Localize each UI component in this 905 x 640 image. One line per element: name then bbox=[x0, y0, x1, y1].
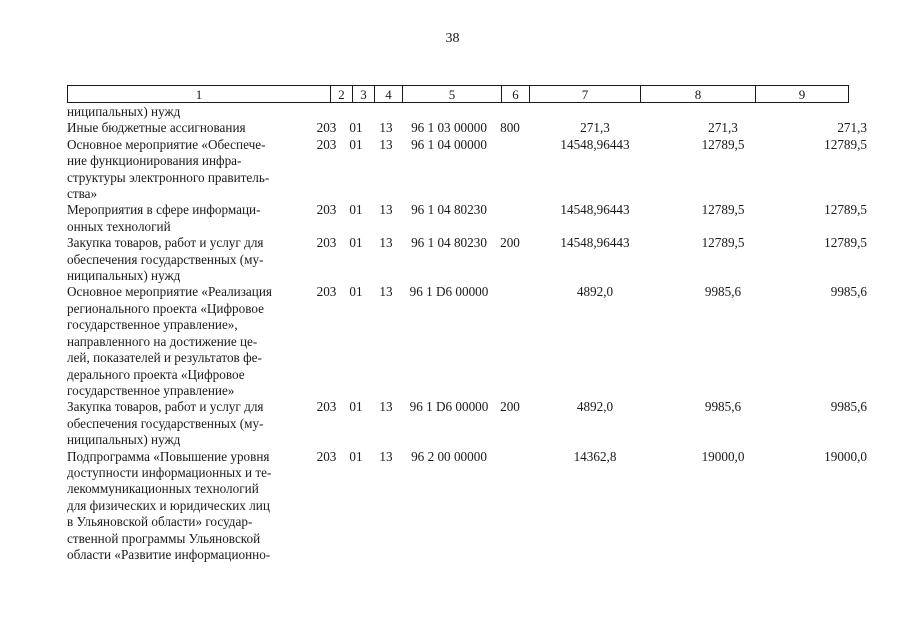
row-name-cell bbox=[67, 449, 310, 564]
row-name-line: Подпрограмма «Повышение уровня bbox=[67, 448, 270, 464]
row-name-line: государственное управление» bbox=[67, 382, 235, 398]
row-name-line: направленного на достижение це- bbox=[67, 333, 258, 349]
header-col-6: 6 bbox=[502, 86, 530, 103]
row-code-2: 203 bbox=[316, 136, 337, 152]
header-col-1: 1 bbox=[68, 86, 331, 103]
row-code-2: 203 bbox=[316, 202, 337, 218]
row-name-line: доступности информационных и те- bbox=[67, 464, 272, 480]
row-name-line: ниципальных) нужд bbox=[67, 268, 181, 284]
row-name-cell bbox=[67, 120, 310, 136]
table-row bbox=[67, 399, 867, 448]
row-name-line: Основное мероприятие «Реализация bbox=[67, 284, 272, 300]
row-name-line: Закупка товаров, работ и услуг для bbox=[67, 235, 264, 251]
row-name-cell bbox=[67, 284, 310, 399]
row-code-6: 200 bbox=[500, 235, 520, 251]
row-value-7: 14548,96443 bbox=[560, 235, 630, 251]
row-value-9: 19000,0 bbox=[824, 448, 867, 464]
row-name-cell bbox=[67, 235, 310, 284]
header-col-2: 2 bbox=[331, 86, 353, 103]
row-code-3: 01 bbox=[349, 235, 363, 251]
row-value-8: 19000,0 bbox=[701, 448, 745, 464]
row-value-7: 4892,0 bbox=[576, 399, 614, 415]
row-code-5: 96 1 03 00000 bbox=[411, 120, 487, 136]
row-value-9: 12789,5 bbox=[824, 235, 867, 251]
row-name-cell bbox=[67, 137, 310, 203]
table-row bbox=[67, 235, 867, 284]
row-name-line: ние функционирования инфра- bbox=[67, 153, 242, 169]
row-name-line: ства» bbox=[67, 186, 98, 202]
row-name-line: структуры электронного правитель- bbox=[67, 169, 270, 185]
header-col-8: 8 bbox=[641, 86, 756, 103]
row-value-8: 271,3 bbox=[708, 120, 738, 136]
row-code-2: 203 bbox=[316, 120, 337, 136]
row-code-5: 96 1 04 80230 bbox=[411, 235, 487, 251]
row-code-4: 13 bbox=[379, 235, 393, 251]
page-number: 38 bbox=[445, 31, 460, 46]
row-code-5: 96 1 D6 00000 bbox=[409, 284, 489, 300]
row-name-line: обеспечения государственных (му- bbox=[67, 415, 264, 431]
header-col-5: 5 bbox=[403, 86, 502, 103]
row-code-3: 01 bbox=[349, 120, 363, 136]
row-name-line: в Ульяновской области» государ- bbox=[67, 514, 253, 530]
row-name-line: Основное мероприятие «Обеспече- bbox=[67, 136, 266, 152]
row-name-cell bbox=[67, 104, 310, 120]
row-code-3: 01 bbox=[349, 202, 363, 218]
table-row bbox=[67, 202, 867, 235]
row-name-line: ниципальных) нужд bbox=[67, 432, 181, 448]
row-code-5: 96 1 04 80230 bbox=[411, 202, 487, 218]
row-value-9: 9985,6 bbox=[830, 284, 867, 300]
row-code-5: 96 1 D6 00000 bbox=[409, 399, 489, 415]
header-col-4: 4 bbox=[375, 86, 403, 103]
row-code-5: 96 1 04 00000 bbox=[411, 136, 487, 152]
row-value-7: 14548,96443 bbox=[560, 136, 630, 152]
row-code-3: 01 bbox=[349, 399, 363, 415]
row-name-line: онных технологий bbox=[67, 218, 171, 234]
table-header bbox=[67, 85, 849, 103]
row-name-line: лей, показателей и результатов фе- bbox=[67, 350, 262, 366]
header-col-7: 7 bbox=[530, 86, 641, 103]
table-row bbox=[67, 137, 867, 203]
row-code-4: 13 bbox=[379, 136, 393, 152]
row-value-8: 9985,6 bbox=[704, 399, 742, 415]
row-code-4: 13 bbox=[379, 284, 393, 300]
row-code-6: 200 bbox=[500, 399, 520, 415]
row-value-7: 271,3 bbox=[580, 120, 610, 136]
row-value-9: 271,3 bbox=[837, 120, 867, 136]
row-value-9: 9985,6 bbox=[830, 399, 867, 415]
table-row bbox=[67, 120, 867, 136]
row-value-9: 12789,5 bbox=[824, 136, 867, 152]
row-name-line: ственной программы Ульяновской bbox=[67, 530, 261, 546]
row-name-line: дерального проекта «Цифровое bbox=[67, 366, 245, 382]
row-name-line: лекоммуникационных технологий bbox=[67, 481, 259, 497]
row-code-2: 203 bbox=[316, 399, 337, 415]
row-value-8: 12789,5 bbox=[701, 136, 745, 152]
row-value-9: 12789,5 bbox=[824, 202, 867, 218]
row-code-6: 800 bbox=[500, 120, 520, 136]
row-value-8: 12789,5 bbox=[701, 202, 745, 218]
row-name-line: государственное управление», bbox=[67, 317, 238, 333]
row-code-2: 203 bbox=[316, 284, 337, 300]
row-code-4: 13 bbox=[379, 202, 393, 218]
row-code-3: 01 bbox=[349, 448, 363, 464]
row-code-4: 13 bbox=[379, 120, 393, 136]
row-code-2: 203 bbox=[316, 235, 337, 251]
row-code-4: 13 bbox=[379, 399, 393, 415]
row-name-cell bbox=[67, 202, 310, 235]
row-name-line: регионального проекта «Цифровое bbox=[67, 300, 264, 316]
row-name-line: области «Развитие информационно- bbox=[67, 546, 271, 562]
row-code-5: 96 2 00 00000 bbox=[411, 448, 487, 464]
row-name-line: обеспечения государственных (му- bbox=[67, 251, 264, 267]
row-value-7: 4892,0 bbox=[576, 284, 614, 300]
row-name-cell bbox=[67, 399, 310, 448]
row-name-line: для физических и юридических лиц bbox=[67, 497, 270, 513]
row-value-7: 14548,96443 bbox=[560, 202, 630, 218]
row-value-7: 14362,8 bbox=[573, 448, 617, 464]
header-col-3: 3 bbox=[353, 86, 375, 103]
row-name-line: ниципальных) нужд bbox=[67, 104, 181, 119]
table-row bbox=[67, 284, 867, 399]
row-name-line: Мероприятия в сфере информаци- bbox=[67, 202, 261, 218]
table-row bbox=[67, 449, 867, 564]
row-value-8: 9985,6 bbox=[704, 284, 742, 300]
row-value-8: 12789,5 bbox=[701, 235, 745, 251]
header-col-9: 9 bbox=[756, 86, 849, 103]
row-name-line: Закупка товаров, работ и услуг для bbox=[67, 399, 264, 415]
row-name-line: Иные бюджетные ассигнования bbox=[67, 120, 246, 136]
row-code-3: 01 bbox=[349, 284, 363, 300]
row-code-3: 01 bbox=[349, 136, 363, 152]
table-row bbox=[67, 104, 867, 120]
row-code-2: 203 bbox=[316, 448, 337, 464]
row-code-4: 13 bbox=[379, 448, 393, 464]
budget-table-body bbox=[67, 104, 867, 563]
